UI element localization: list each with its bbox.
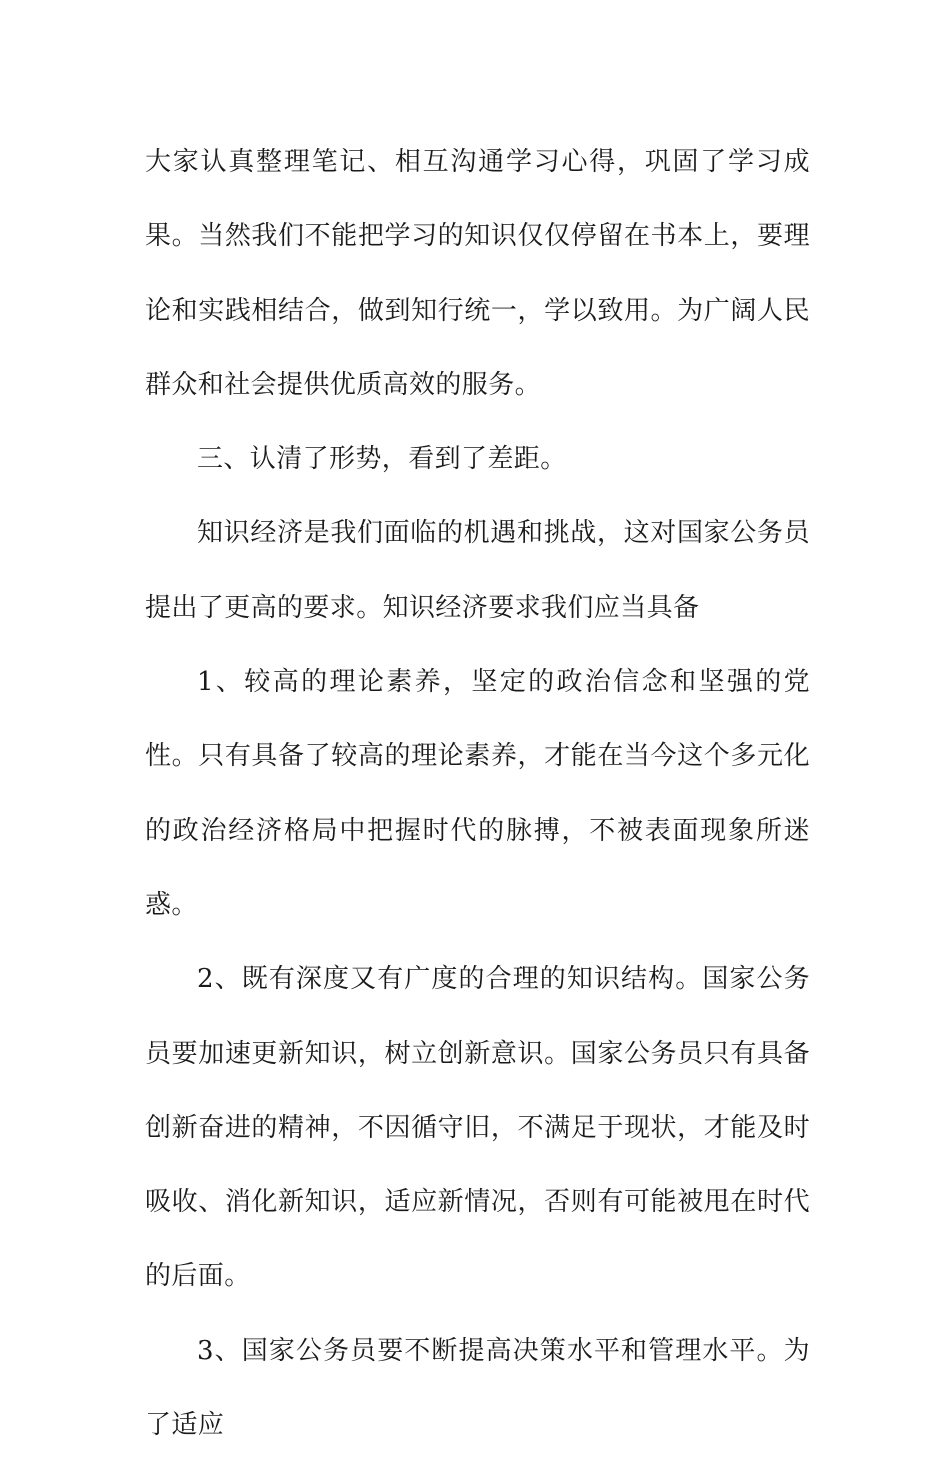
section-heading: 三、认清了形势，看到了差距。 xyxy=(197,444,567,475)
list-item-1: 1、较高的理论素养，坚定的政治信念和坚强的党性。只有具备了较高的理论素养，才能在当今这个多元化的政治经济格局中把握时代的脉搏，不被表面现象所迷惑。 xyxy=(145,667,810,920)
paragraph-continuation: 大家认真整理笔记、相互沟通学习心得，巩固了学习成果。当然我们不能把学习的知识仅仅停留在书本上，要理论和实践相结合，做到知行统一，学以致用。为广阔人民群众和社会提供优质高效的服务。 xyxy=(145,147,810,400)
list-item-3: 3、国家公务员要不断提高决策水平和管理水平。为了适应 xyxy=(145,1335,810,1441)
document-body xyxy=(145,125,810,1462)
list-item-2: 2、既有深度又有广度的合理的知识结构。国家公务员要加速更新知识，树立创新意识。国家公务员只有具备创新奋进的精神，不因循守旧，不满足于现状，才能及时吸收、消化新知识，适应新情况，否则有可能被甩在时代的后面。 xyxy=(145,964,810,1292)
paragraph-intro: 知识经济是我们面临的机遇和挑战，这对国家公务员提出了更高的要求。知识经济要求我们应当具备 xyxy=(145,518,810,623)
